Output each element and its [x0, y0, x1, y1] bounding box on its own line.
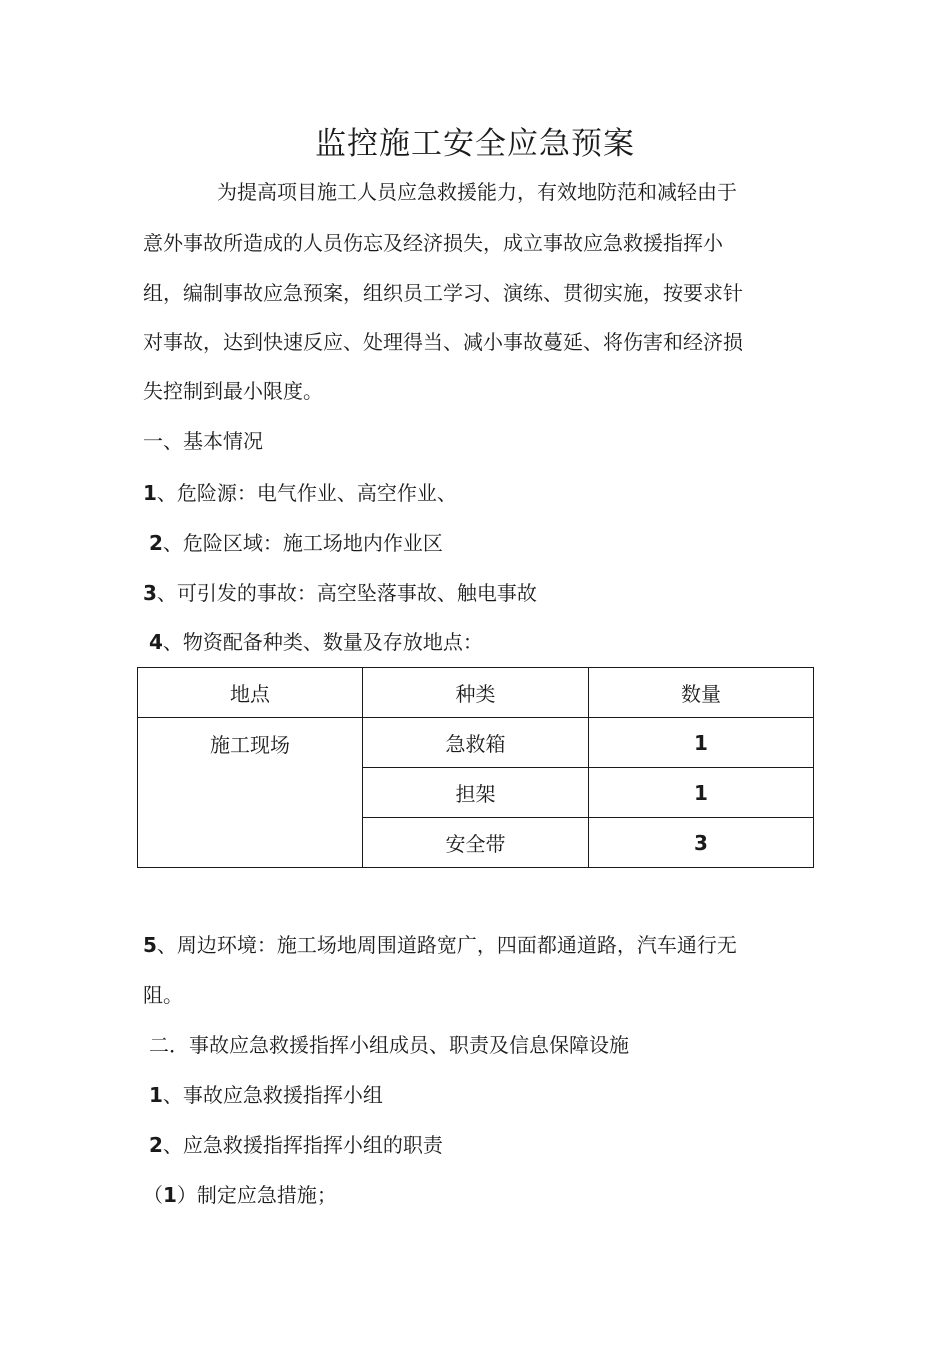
location-cell: 施工现场 [138, 718, 363, 868]
intro-line-4: 对事故，达到快速反应、处理得当、减小事故蔓延、将伤害和经济损 [143, 330, 743, 354]
table-row [138, 718, 814, 768]
column-header-type: 种类 [363, 668, 589, 718]
item-number: 5 [143, 933, 157, 957]
quantity-cell: 1 [589, 718, 814, 768]
basic-info-item-5-continued: 阻。 [143, 983, 183, 1007]
basic-info-item-4 [149, 627, 483, 657]
basic-info-item-3 [143, 578, 537, 608]
item-number: 4 [149, 630, 163, 654]
column-header-location: 地点 [138, 668, 363, 718]
item-number: 2 [149, 1133, 163, 1157]
table-header-row [138, 668, 814, 718]
item-text: 、物资配备种类、数量及存放地点： [162, 630, 483, 654]
type-cell: 安全带 [363, 818, 589, 868]
intro-line-1: 为提高项目施工人员应急救援能力，有效地防范和减轻由于 [217, 180, 737, 204]
item-number: 3 [143, 581, 157, 605]
document-title: 监控施工安全应急预案 [315, 126, 635, 162]
intro-line-3: 组，编制事故应急预案，组织员工学习、演练、贯彻实施，按要求针 [143, 281, 743, 305]
quantity-cell: 1 [589, 768, 814, 818]
item-number: 1 [163, 1183, 177, 1207]
item-text: 、可引发的事故：高空坠落事故、触电事故 [156, 581, 537, 605]
basic-info-item-5 [143, 930, 737, 960]
item-text: 、应急救援指挥指挥小组的职责 [162, 1133, 443, 1157]
column-header-quantity: 数量 [589, 668, 814, 718]
intro-line-5: 失控制到最小限度。 [143, 379, 323, 403]
basic-info-item-1 [143, 478, 457, 508]
team-item-1 [149, 1080, 383, 1110]
basic-info-item-2 [149, 528, 443, 558]
paren-open: （ [143, 1183, 163, 1207]
section-1-heading: 一、基本情况 [143, 429, 263, 453]
item-number: 2 [149, 531, 163, 555]
item-text: 、危险源：电气作业、高空作业、 [156, 481, 457, 505]
duty-sub-item-1 [143, 1180, 337, 1210]
item-text: ）制定应急措施； [176, 1183, 337, 1207]
type-cell: 急救箱 [363, 718, 589, 768]
item-text: 、危险区域：施工场地内作业区 [162, 531, 443, 555]
type-cell: 担架 [363, 768, 589, 818]
item-number: 1 [149, 1083, 163, 1107]
item-text: 、事故应急救援指挥小组 [162, 1083, 383, 1107]
team-item-2 [149, 1130, 443, 1160]
quantity-cell: 3 [589, 818, 814, 868]
intro-line-2: 意外事故所造成的人员伤忘及经济损失，成立事故应急救援指挥小 [143, 231, 723, 255]
supplies-table [137, 667, 814, 868]
item-text: 、周边环境：施工场地周围道路宽广，四面都通道路，汽车通行无 [156, 933, 737, 957]
section-2-heading: 二．事故应急救援指挥小组成员、职责及信息保障设施 [149, 1033, 629, 1057]
item-number: 1 [143, 481, 157, 505]
